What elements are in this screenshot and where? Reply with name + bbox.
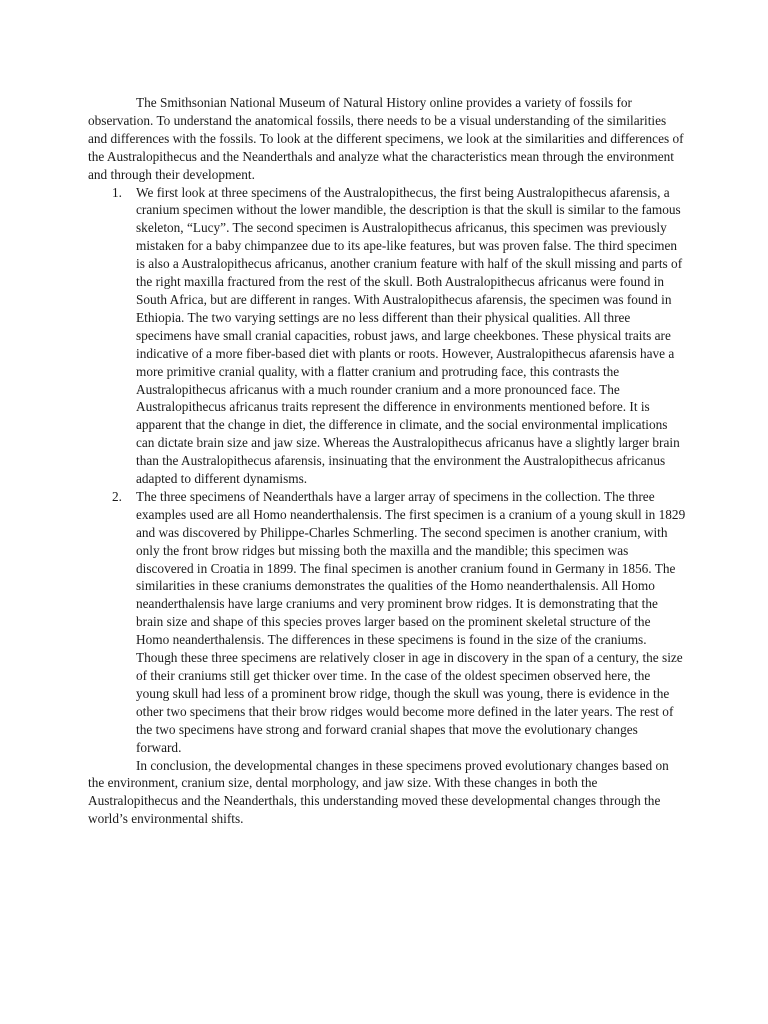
numbered-list xyxy=(88,184,686,757)
list-item-number: 2. xyxy=(112,488,122,504)
list-item-number: 1. xyxy=(112,184,122,200)
list-item xyxy=(88,184,686,488)
conclusion-paragraph: In conclusion, the developmental changes in these specimens proved evolutionary changes based on the environment, cranium size, dental morphology, and jaw size. With these changes in both the Australopithecus and the Neanderthals, this understanding moved these developmental changes through the world’s environmental shifts. xyxy=(88,757,669,827)
intro-paragraph: The Smithsonian National Museum of Natural History online provides a variety of fossils for observation. To understand the anatomical fossils, there needs to be a visual understanding of the similarities and differences with the fossils. To look at the different specimens, we look at the similarities and differences of the Australopithecus and the Neanderthals and analyze what the characteristics mean through the environment and through their development. xyxy=(88,95,684,182)
list-item xyxy=(88,488,686,757)
document-page xyxy=(88,94,686,828)
list-item-text: We first look at three specimens of the Australopithecus, the first being Australopithecus afarensis, a cranium specimen without the lower mandible, the description is that the skull is similar to the famous skeleton, “Lucy”. The second specimen is Australopithecus africanus, this specimen was previously mistaken for a baby chimpanzee due to its ape-like features, but was proven false. The third specimen is also a Australopithecus africanus, another cranium feature with half of the skull missing and parts of the right maxilla fractured from the rest of the skull. Both Australopithecus africanus were found in South Africa, but are different in ranges. With Australopithecus afarensis, the specimen was found in Ethiopia. The two varying settings are no less different than their physical qualities. All three specimens have small cranial capacities, robust jaws, and large cheekbones. These physical traits are indicative of a more fiber-based diet with plants or roots. However, Australopithecus afarensis have a more primitive cranial quality, with a flatter cranium and protruding face, this contrasts the Australopithecus africanus with a much rounder cranium and a more pronounced face. The Australopithecus africanus traits represent the difference in environments mentioned before. It is apparent that the change in diet, the difference in climate, and the social environmental implications can dictate brain size and jaw size. Whereas the Australopithecus africanus have a slightly larger brain than the Australopithecus afarensis, insinuating that the environment the Australopithecus africanus adapted to different dynamisms. xyxy=(136,184,683,487)
list-item-text: The three specimens of Neanderthals have a larger array of specimens in the collection. The three examples used are all Homo neanderthalensis. The first specimen is a cranium of a young skull in 1829 and was discovered by Philippe-Charles Schmerling. The second specimen is another cranium, with only the front brow ridges but missing both the maxilla and the mandible; this specimen was discovered in Croatia in 1899. The final specimen is another cranium found in Germany in 1856. The similarities in these craniums demonstrates the qualities of the Homo neanderthalensis. All Homo neanderthalensis have large craniums and very prominent brow ridges. It is demonstrating that the brain size and shape of this species proves larger based on the prominent skeletal structure of the Homo neanderthalensis. The differences in these specimens is found in the size of the craniums. Though these three specimens are relatively closer in age in discovery in the span of a century, the size of their craniums still get thicker over time. In the case of the oldest specimen observed here, the young skull had less of a prominent brow ridge, though the skull was young, there is evidence in the other two specimens that their brow ridges would become more defined in the later years. The rest of the two specimens have strong and forward cranial shapes that move the evolutionary changes forward. xyxy=(136,488,686,755)
